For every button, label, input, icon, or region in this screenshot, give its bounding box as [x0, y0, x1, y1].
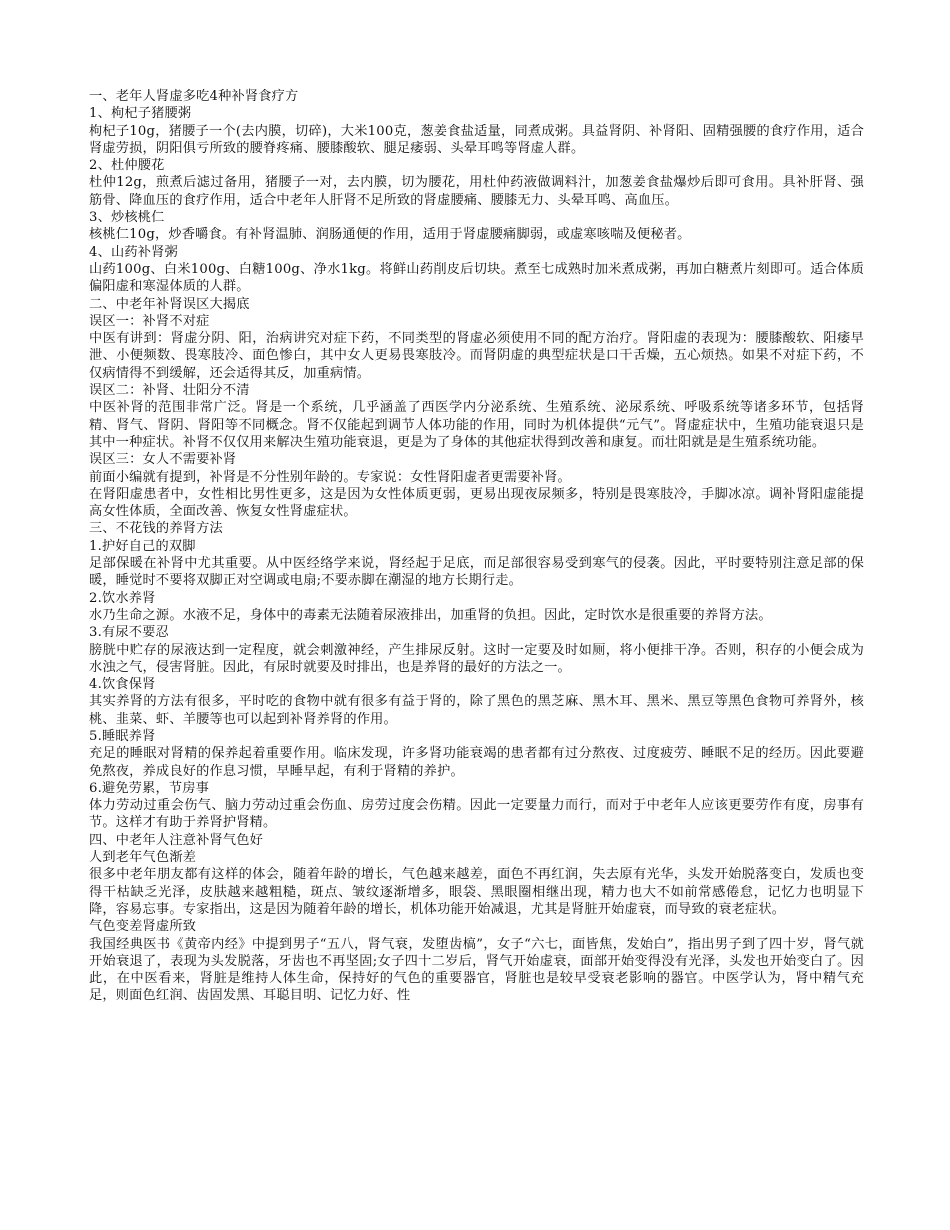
section-heading: 一、老年人肾虚多吃4种补肾食疗方 — [89, 89, 299, 104]
paragraph: 中医补肾的范围非常广泛。肾是一个系统，几乎涵盖了西医学内分泌系统、生殖系统、泌尿系统、呼吸系统等诸多环节，包括肾精、肾气、肾阴、肾阳等不同概念。肾不仅能起到调节人体功能的作用，同时为机体提供“元气”。肾虚症状中，生殖功能衰退只是其中一种症状。补肾不仅仅用来解决生殖功能衰退，更是为了身体的其他症状得到改善和康复。而壮阳就是是生殖系统功能。 — [89, 400, 864, 450]
paragraph: 足部保暖在补肾中尤其重要。从中医经络学来说，肾经起于足底，而足部很容易受到寒气的侵袭。因此，平时要特别注意足部的保暖，睡觉时不要将双脚正对空调或电扇;不要赤脚在潮湿的地方长期行走。 — [89, 556, 864, 589]
paragraph: 其实养肾的方法有很多，平时吃的食物中就有很多有益于肾的，除了黑色的黑芝麻、黑木耳、黑米、黑豆等黑色食物可养肾外，核桃、韭菜、虾、羊腰等也可以起到补肾养肾的作用。 — [89, 694, 864, 727]
section-heading: 二、中老年补肾误区大揭底 — [89, 296, 250, 312]
paragraph: 前面小编就有提到，补肾是不分性别年龄的。专家说：女性肾阳虚者更需要补肾。 — [89, 469, 571, 485]
section-heading: 4、山药补肾粥 — [89, 244, 178, 260]
section-heading: 3.有尿不要忍 — [89, 625, 169, 641]
paragraph: 枸杞子10g，猪腰子一个(去内膜，切碎)，大米100克，葱姜食盐适量，同煮成粥。具益肾阴、补肾阳、固精强腰的食疗作用，适合肾虚劳损，阴阳俱亏所致的腰脊疼痛、腰膝酸软、腿足痿弱、头晕耳鸣等肾虚人群。 — [89, 123, 864, 156]
document-body — [89, 88, 864, 1005]
paragraph: 充足的睡眠对肾精的保养起着重要作用。临床发现，许多肾功能衰竭的患者都有过分熬夜、过度疲劳、睡眠不足的经历。因此要避免熬夜，养成良好的作息习惯，早睡早起，有利于肾精的养护。 — [89, 746, 864, 779]
section-heading: 气色变差肾虚所致 — [89, 919, 197, 935]
section-heading: 误区二：补肾、壮阳分不清 — [89, 383, 250, 399]
section-heading: 误区一：补肾不对症 — [89, 313, 210, 329]
paragraph: 核桃仁10g，炒香嚼食。有补肾温肺、润肠通便的作用，适用于肾虚腰痛脚弱，或虚寒咳喘及便秘者。 — [89, 227, 691, 243]
section-heading: 6.避免劳累，节房事 — [89, 780, 210, 796]
section-heading: 2、杜仲腰花 — [89, 158, 165, 174]
paragraph: 我国经典医书《黄帝内经》中提到男子“五八，肾气衰，发堕齿槁”，女子“六七，面皆焦，发始白”，指出男子到了四十岁，肾气就开始衰退了，表现为头发脱落，牙齿也不再坚固;女子四十二岁后，肾气开始虚衰，面部开始变得没有光泽，头发也开始变白了。因此，在中医看来，肾脏是维持人体生命，保持好的气色的重要器官，肾脏也是较早受衰老影响的器官。中医学认为，肾中精气充足，则面色红润、齿固发黑、耳聪目明、记忆力好、性 — [89, 936, 864, 1004]
paragraph: 中医有讲到：肾虚分阴、阳，治病讲究对症下药，不同类型的肾虚必须使用不同的配方治疗。肾阳虚的表现为：腰膝酸软、阳痿早泄、小便频数、畏寒肢冷、面色惨白，其中女人更易畏寒肢冷。而肾阴虚的典型症状是口干舌燥，五心烦热。如果不对症下药，不仅病情得不到缓解，还会适得其反，加重病情。 — [89, 331, 864, 381]
section-heading: 1、枸杞子猪腰粥 — [89, 106, 192, 122]
paragraph: 在肾阳虚患者中，女性相比男性更多，这是因为女性体质更弱，更易出现夜尿频多，特别是畏寒肢冷，手脚冰凉。调补肾阳虚能提高女性体质，全面改善、恢复女性肾虚症状。 — [89, 486, 864, 520]
paragraph: 体力劳动过重会伤气、脑力劳动过重会伤血、房劳过度会伤精。因此一定要量力而行，而对于中老年人应该更要劳作有度，房事有节。这样才有助于养肾护肾精。 — [89, 798, 864, 831]
section-heading: 误区三：女人不需要补肾 — [89, 452, 237, 468]
section-heading: 人到老年气色渐差 — [89, 850, 197, 866]
paragraph: 山药100g、白米100g、白糖100g、净水1kg。将鲜山药削皮后切块。煮至七成熟时加米煮成粥，再加白糖煮片刻即可。适合体质偏阳虚和寒湿体质的人群。 — [89, 261, 864, 295]
paragraph: 膀胱中贮存的尿液达到一定程度，就会刺激神经，产生排尿反射。这时一定要及时如厕，将小便排干净。否则，积存的小便会成为水浊之气，侵害肾脏。因此，有尿时就要及时排出，也是养肾的最好的方法之一。 — [89, 642, 864, 675]
section-heading: 3、炒核桃仁 — [89, 210, 165, 226]
section-heading: 三、不花钱的养肾方法 — [89, 521, 223, 537]
section-heading: 1.护好自己的双脚 — [89, 538, 196, 554]
section-heading: 5.睡眠养肾 — [89, 728, 156, 744]
section-heading: 四、中老年人注意补肾气色好 — [89, 832, 264, 848]
paragraph: 很多中老年朋友都有这样的体会，随着年龄的增长，气色越来越差，面色不再红润，失去原有光华，头发开始脱落变白，发质也变得干枯缺乏光泽，皮肤越来越粗糙，斑点、皱纹逐渐增多，眼袋、黑眼圈相继出现，精力也大不如前常感倦怠，记忆力也明显下降，容易忘事。专家指出，这是因为随着年龄的增长，机体功能开始减退，尤其是肾脏开始虚衰，而导致的衰老症状。 — [89, 867, 864, 917]
section-heading: 4.饮食保肾 — [89, 677, 156, 693]
section-heading: 2.饮水养肾 — [89, 590, 156, 606]
paragraph: 杜仲12g，煎煮后滤过备用，猪腰子一对，去内膜，切为腰花，用杜仲药液做调料汁，加葱姜食盐爆炒后即可食用。具补肝肾、强筋骨、降血压的食疗作用，适合中老年人肝肾不足所致的肾虚腰痛、腰膝无力、头晕耳鸣、高血压。 — [89, 175, 864, 208]
paragraph: 水乃生命之源。水液不足，身体中的毒素无法随着尿液排出，加重肾的负担。因此，定时饮水是很重要的养肾方法。 — [89, 607, 772, 623]
